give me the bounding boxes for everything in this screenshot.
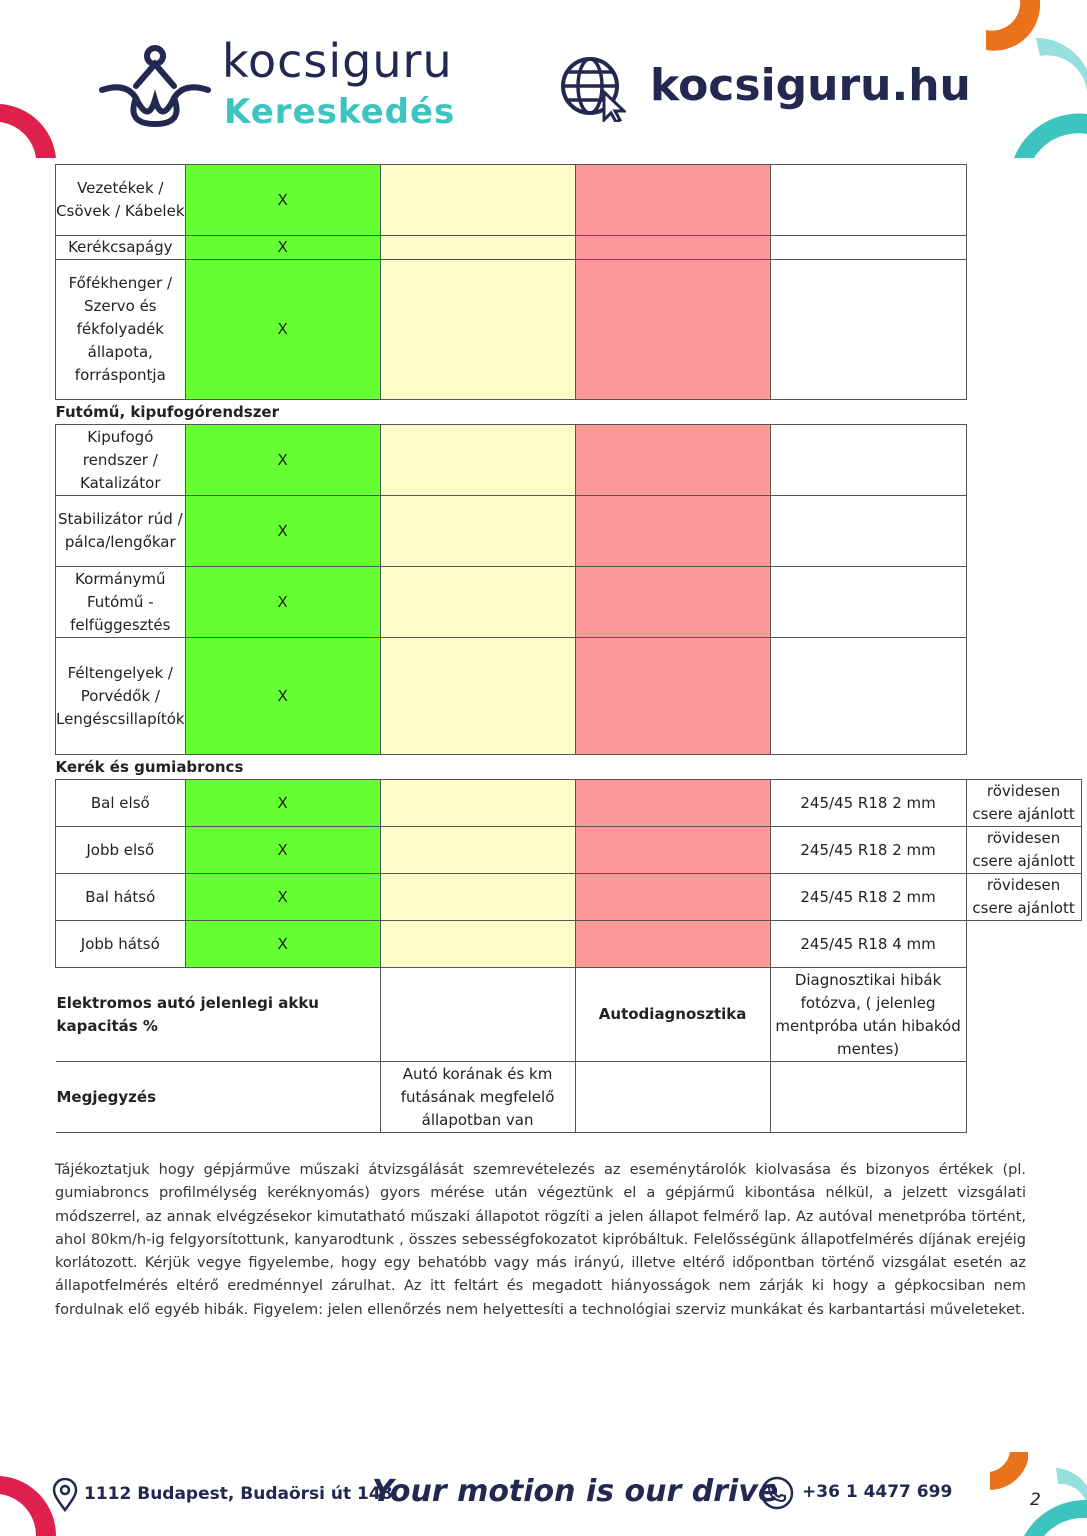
table-row (56, 425, 1082, 496)
row-label: Bal hátsó (56, 874, 186, 921)
status-bad-cell (575, 425, 770, 496)
status-warn-cell (380, 260, 575, 400)
tire-note: rövidesen csere ajánlott (966, 874, 1081, 921)
status-bad-cell (575, 874, 770, 921)
section-title: Futómű, kipufogórendszer (56, 400, 967, 425)
autodiag-label: Autodiagnosztika (575, 968, 770, 1062)
page-number: 2 (1030, 1490, 1041, 1510)
row-label: Kipufogó rendszer / Katalizátor (56, 425, 186, 496)
value-cell (770, 567, 966, 638)
status-bad-cell (575, 165, 770, 236)
tire-row (56, 921, 1082, 968)
guru-logo-icon (96, 40, 214, 132)
section-header (56, 400, 1082, 425)
table-row (56, 236, 1082, 260)
status-ok-cell: X (185, 567, 380, 638)
status-bad-cell (575, 236, 770, 260)
phone-icon (760, 1476, 794, 1510)
status-bad-cell (575, 567, 770, 638)
status-ok-cell: X (185, 165, 380, 236)
row-label: Kerékcsapágy (56, 236, 186, 260)
value-cell (770, 638, 966, 755)
autodiag-value: Diagnosztikai hibák fotózva, ( jelenleg mentpróba után hibakód mentes) (770, 968, 966, 1062)
location-pin-icon (52, 1478, 78, 1512)
tire-spec: 245/45 R18 4 mm (770, 921, 966, 968)
tire-note (966, 921, 1081, 968)
status-bad-cell (575, 780, 770, 827)
table-row (56, 567, 1082, 638)
status-ok-cell: X (185, 874, 380, 921)
status-ok-cell: X (185, 780, 380, 827)
status-bad-cell (575, 496, 770, 567)
tire-note: rövidesen csere ajánlott (966, 827, 1081, 874)
status-ok-cell: X (185, 638, 380, 755)
table-row (56, 638, 1082, 755)
status-ok-cell: X (185, 260, 380, 400)
tire-spec: 245/45 R18 2 mm (770, 827, 966, 874)
footer-address: 1112 Budapest, Budaörsi út 148. (84, 1484, 399, 1504)
status-ok-cell: X (185, 425, 380, 496)
battery-label: Elektromos autó jelenlegi akku kapacitás % (56, 968, 381, 1062)
table-row (56, 496, 1082, 567)
status-warn-cell (380, 496, 575, 567)
note-value: Autó korának és km futásának megfelelő állapotban van (380, 1062, 575, 1133)
row-label: Főfékhenger / Szervo és fékfolyadék állapota, forráspontja (56, 260, 186, 400)
brand-name: kocsiguru (222, 34, 453, 88)
disclaimer-text: Tájékoztatjuk hogy gépjárműve műszaki átvizsgálását szemrevételezés az eseménytárolók kiolvasása és bizonyos értékek (pl. gumiabroncs profilmélység keréknyomás) gyors mérése után végeztünk el a gépjármű kibontása nélkül, a jelzett vizsgálati módszerrel, az annak elvégzésekor kimutatható műszaki állapotot rögzíti a jelen állapot felmérő lap. Az autóval menetpróba történt, ahol 80km/h-ig felgyorsítottunk, kanyarodtunk , összes sebességfokozatot kipróbáltuk. Felelősségünk állapotfelmérés díjának erejéig korlátozott. Kérjük vegye figyelembe, hogy egy behatóbb vagy más irányú, illetve eltérő időpontban történő vizsgálat esetén az állapotfelmérés eltérő eredménnyel zárulhat. Az itt feltárt és megadott hiányosságok nem zárják ki hogy a gépkocsiban nem fordulnak elő egyéb hibák. Figyelem: jelen ellenőrzés nem helyettesíti a technológiai szerviz munkákat és karbantartási műveleteket. (55, 1162, 1026, 1318)
tire-spec: 245/45 R18 2 mm (770, 874, 966, 921)
status-warn-cell (380, 236, 575, 260)
value-cell (770, 260, 966, 400)
tire-row (56, 874, 1082, 921)
status-bad-cell (575, 260, 770, 400)
footer-phone[interactable]: +36 1 4477 699 (802, 1482, 953, 1502)
note-row (56, 1062, 1082, 1133)
status-warn-cell (380, 874, 575, 921)
table-row (56, 165, 1082, 236)
section-title: Kerék és gumiabroncs (56, 755, 967, 780)
row-label: Stabilizátor rúd / pálca/lengőkar (56, 496, 186, 567)
table-row (56, 260, 1082, 400)
value-cell (770, 425, 966, 496)
status-warn-cell (380, 921, 575, 968)
row-label: Jobb első (56, 827, 186, 874)
status-warn-cell (380, 165, 575, 236)
status-warn-cell (380, 638, 575, 755)
battery-row (56, 968, 1082, 1062)
status-warn-cell (380, 425, 575, 496)
website-url[interactable]: kocsiguru.hu (650, 60, 971, 111)
section-header (56, 755, 1082, 780)
value-cell (770, 165, 966, 236)
globe-cursor-icon (560, 56, 626, 122)
status-bad-cell (575, 638, 770, 755)
status-ok-cell: X (185, 921, 380, 968)
row-label: Jobb hátsó (56, 921, 186, 968)
value-cell (770, 496, 966, 567)
status-warn-cell (380, 827, 575, 874)
row-label: Kormánymű Futómű - felfüggesztés (56, 567, 186, 638)
status-ok-cell: X (185, 236, 380, 260)
row-label: Bal első (56, 780, 186, 827)
tire-row (56, 827, 1082, 874)
tire-note: rövidesen csere ajánlott (966, 780, 1081, 827)
brand-subtitle: Kereskedés (224, 92, 456, 132)
note-label: Megjegyzés (56, 1062, 381, 1133)
status-ok-cell: X (185, 827, 380, 874)
value-cell (770, 236, 966, 260)
tire-row (56, 780, 1082, 827)
status-bad-cell (575, 827, 770, 874)
status-warn-cell (380, 567, 575, 638)
tire-spec: 245/45 R18 2 mm (770, 780, 966, 827)
status-warn-cell (380, 780, 575, 827)
inspection-table (55, 164, 1082, 1133)
footer-slogan: Your motion is our drive (372, 1474, 779, 1509)
row-label: Féltengelyek / Porvédők / Lengéscsillapítók (56, 638, 186, 755)
battery-value (380, 968, 575, 1062)
row-label: Vezetékek / Csövek / Kábelek (56, 165, 186, 236)
status-bad-cell (575, 921, 770, 968)
status-ok-cell: X (185, 496, 380, 567)
